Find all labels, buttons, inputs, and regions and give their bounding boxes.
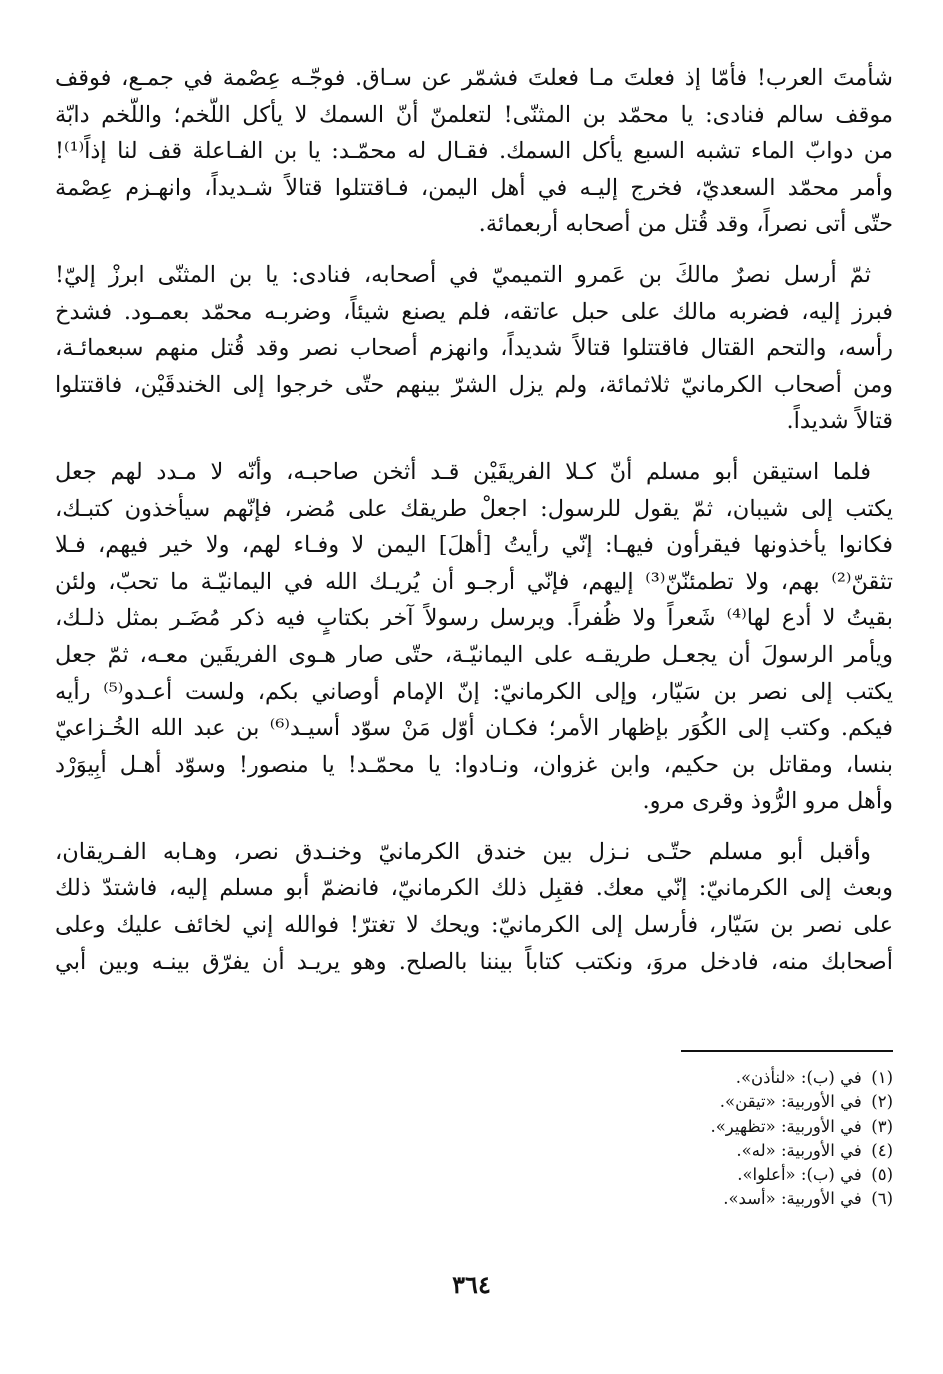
- text-line: بقيتُ لا أدع لها⁽⁴⁾ شَعراً ولا ظُفراً. ويرسل رسولاً آخر بكتابٍ فيه ذكر مُضَـر بمثل ذلـك،: [55, 605, 893, 632]
- text-line: ثمّ أرسل نصرٌ مالكَ بن عَمرو التميميّ في أصحابه، فنادى: يا بن المثنّى ابرزْ إليّ!: [55, 261, 871, 288]
- text-line: فكانوا يأخذونها فيقرأون فيهـا: إنّي رأيتُ [أهلَ] اليمن لا وفـاء لهم، ولا خير فيهم، فـلا: [55, 532, 893, 559]
- footnote-number: (٥): [871, 1165, 893, 1185]
- paragraph: [55, 60, 893, 243]
- footnote: [393, 1115, 893, 1139]
- text-line: وأمر محمّد السعديّ، فخرج إليـه في أهل اليمن، فـاقتتلوا قتالاً شـديداً، وانهـزم عِصْمة: [55, 174, 893, 201]
- footnote-separator: [681, 1050, 893, 1052]
- text-line: يكتب إلى نصر بن سَيّار، وإلى الكرمانيّ: إنّ الإمام أوصاني بكم، ولست أعـدو⁽⁵⁾ رأيه: [55, 678, 893, 705]
- text-line: ويأمر الرسولَ أن يجعـل طريقـه على اليمانيّـة، حتّى صار هـوى الفريقَين معـه، ثمّ جعل: [55, 641, 893, 668]
- footnote-number: (٣): [871, 1116, 893, 1136]
- footnote: [393, 1163, 893, 1187]
- footnote-text: في الأوربية: «تظهير».: [710, 1116, 862, 1136]
- footnote-text: في الأوربية: «تيقن».: [719, 1092, 862, 1112]
- text-line: فبرز إليه، فضربه مالك على حبل عاتقه، فلم يصنع شيئاً، وضربـه محمّد بعمـود. فشدخ: [55, 298, 893, 325]
- text-line: حتّى أتى نصراً، وقد قُتل من أصحابه أربعمائة.: [478, 211, 893, 238]
- text-line: أصحابك منه، فادخل مروَ، ونكتب كتاباً بيننا بالصلح. وهو يريـد أن يفرّق بينـه وبين أبي: [55, 948, 893, 975]
- text-line: شأمتَ العرب! فأمّا إذ فعلتَ مـا فعلتَ فشمّر عن سـاق. فوجّـه عِصْمة في جمـع، فوقف: [55, 65, 893, 91]
- text-line: ومن أصحاب الكرمانيّ ثلاثمائة، ولم يزل الشرّ بينهم حتّى خرجوا إلى الخندقَيْن، فاقتتلوا: [55, 371, 893, 398]
- paragraph: [55, 257, 893, 440]
- footnote-text: في الأوربية: «له».: [736, 1140, 862, 1160]
- text-line: على نصر بن سَيّار، فأرسل إلى الكرمانيّ: ويحك لا تغترّ! فوالله إني لخائف عليك وعلى: [55, 912, 893, 939]
- footnote-number: (٢): [871, 1092, 893, 1112]
- footnote-number: (٦): [871, 1189, 893, 1209]
- text-line: قتالاً شديداً.: [786, 408, 893, 435]
- footnote-number: (٤): [871, 1140, 893, 1160]
- footnote-text: في (ب): «أعلوا».: [737, 1165, 862, 1185]
- paragraph: [55, 454, 893, 820]
- text-line: وبعث إلى الكرمانيّ: إنّي معك. فقبِل ذلك الكرمانيّ، فانضمّ أبو مسلم إليه، فاشتدّ ذلك: [55, 875, 893, 902]
- paragraph: [55, 834, 893, 980]
- footnotes-list: [393, 1066, 893, 1212]
- text-line: يكتب إلى شيبان، ثمّ يقول للرسول: اجعلْ طريقك على مُضر، فإنّهم سيأخذون كتبـك،: [55, 495, 893, 522]
- text-line: بنسا، ومقاتل بن حكيم، وابن غزوان، ونـادوا: يا محمّـد! يا منصور! وسوّد أهـل أبِيوَرْد: [55, 751, 893, 778]
- footnote: [393, 1090, 893, 1114]
- text-line: من دوابّ الماء تشبه السبع يأكل السمك. فقـال له محمّـد: يا بن الفـاعلة قف لنا إذاً⁽¹⁾!: [55, 138, 893, 165]
- text-line: تثقنّ⁽²⁾ بهم، ولا تطمئنّنّ⁽³⁾ إليهم، فإنّي أرجـو أن يُريـك الله في اليمانيّـة ما تحبّ، ولئن: [55, 568, 893, 595]
- footnote: [393, 1139, 893, 1163]
- footnote-text: في (ب): «لنأذن».: [735, 1068, 862, 1087]
- footnote-text: في الأوربية: «أسد».: [723, 1189, 862, 1209]
- text-line: رأسه، والتحم القتال فاقتتلوا قتالاً شديداً، وانهزم أصحاب نصر وقد قُتل منهم سبعمائـة،: [55, 335, 893, 362]
- text-line: وأهل مرو الرُّوذ وقرى مرو.: [642, 788, 893, 815]
- footnote-number: (١): [871, 1068, 893, 1087]
- text-line: موقف سالم فنادى: يا محمّد بن المثنّى! لتعلمنّ أنّ السمك لا يأكل اللُّخم؛ واللُّخم دابّة: [55, 101, 893, 128]
- text-line: وأقبل أبو مسلم حتّـى نـزل بين خندق الكرمانيّ وخنـدق نصر، وهـابه الفـريقان،: [55, 838, 871, 865]
- footnote: [393, 1187, 893, 1211]
- footnote: [393, 1066, 893, 1090]
- text-line: فلما استيقن أبو مسلم أنّ كـلا الفريقَيْن قـد أثخن صاحبـه، وأنّه لا مـدد لهم جعل: [55, 458, 871, 485]
- text-line: فيكم. وكتب إلى الكُوَر بإظهار الأمر؛ فكـان أوّل مَنْ سوّد أسيـد⁽⁶⁾ بن عبد الله الخُـزاعيّ: [55, 715, 893, 742]
- main-text: [55, 60, 893, 994]
- page-number: ٣٦٤: [452, 1270, 491, 1299]
